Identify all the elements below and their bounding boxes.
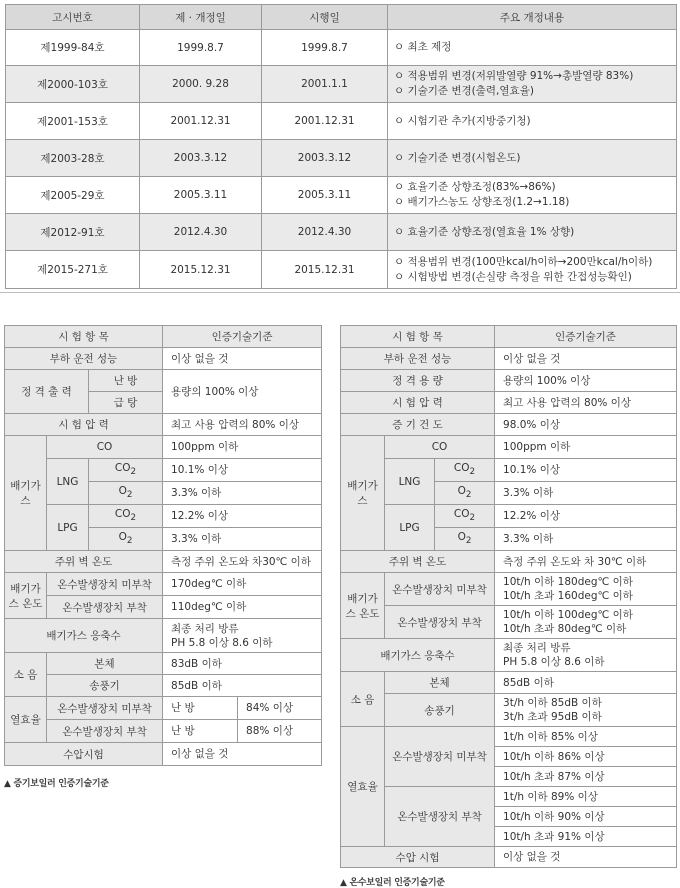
value-line: 최종 처리 방류 [503,642,571,654]
table-header-row [5,326,322,348]
change-content [388,66,677,103]
row-label: 시 험 압 력 [5,414,163,436]
row-label: 부하 운전 성능 [5,348,163,370]
effective-date: 1999.8.7 [262,30,388,66]
row-value: 최고 사용 압력의 80% 이상 [163,414,322,436]
row-value: 측정 주위 온도와 차 30℃ 이하 [495,551,677,573]
co2-label: CO [453,462,470,475]
row-value: 3.3% 이하 [163,482,322,505]
row-value: 10t/h 이하 90% 이상 [495,807,677,827]
table-row [5,720,322,743]
row-value: 이상 없을 것 [163,348,322,370]
effective-date: 2003.3.12 [262,140,388,177]
table-row [341,414,677,436]
subscript: 2 [469,467,476,478]
notice-no: 제2003-28호 [6,140,140,177]
notice-no: 제1999-84호 [6,30,140,66]
row-value: 측정 주위 온도와 차30℃ 이하 [163,551,322,573]
value-line: 최종 처리 방류 [171,622,239,635]
row-sublabel: LNG [385,459,435,505]
notice-no: 제2001-153호 [6,103,140,140]
change-line: ㅇ 기술기준 변경(시험온도) [394,151,521,164]
row-value: 10.1% 이상 [495,459,677,482]
row-sublabel [89,482,163,505]
table-row [341,639,677,672]
row-sublabel [435,505,495,528]
header-main-changes: 주요 개정내용 [388,5,677,30]
row-label: 소 음 [5,653,47,697]
table-row [5,414,322,436]
row-value: 170deg℃ 이하 [163,573,322,596]
caption-hotwater-boiler: ▲ 온수보일러 인증기술기준 [340,878,445,888]
table-row [6,214,677,251]
section-divider [0,292,680,293]
row-sublabel [435,482,495,505]
row-sublabel: 온수발생장치 미부착 [47,697,163,720]
row-value: 난 방 [163,720,238,743]
row-label: 수압시험 [5,743,163,766]
table-header-row [341,326,677,348]
row-value: 83dB 이하 [163,653,322,675]
row-value [495,606,677,639]
row-label: 배기가스 [5,436,47,551]
row-value: 이상 없을 것 [163,743,322,766]
change-line: ㅇ 최초 제정 [394,41,452,53]
row-sublabel [435,528,495,551]
row-label: 열효율 [5,697,47,743]
value-line: 10t/h 이하 100deg℃ 이하 [503,609,633,621]
table-row [5,348,322,370]
table-row [6,177,677,214]
revision-date: 1999.8.7 [140,30,262,66]
row-sublabel: 본체 [385,672,495,694]
subscript: 2 [126,536,133,547]
row-sublabel: CO [385,436,495,459]
row-label: 수압 시험 [341,847,495,868]
change-content [388,103,677,140]
co2-label: CO [114,508,131,521]
row-label: 열효율 [341,727,385,847]
row-sublabel [89,459,163,482]
o2-label: O [118,485,127,498]
row-value: 10t/h 이하 86% 이상 [495,747,677,767]
hotwater-boiler-standards-table [340,325,677,868]
row-label: 부하 운전 성능 [341,348,495,370]
table-row [341,370,677,392]
table-row [6,251,677,289]
table-row [341,694,677,727]
row-sublabel: LNG [47,459,89,505]
revision-date: 2000. 9.28 [140,66,262,103]
row-sublabel: 온수발생장치 부착 [47,596,163,619]
change-line: ㅇ 적용범위 변경(저위발열량 91%→총발열량 83%) [394,70,634,82]
row-sublabel: CO [47,436,163,459]
value-line: 3t/h 초과 95dB 이하 [503,711,602,723]
table-row [5,653,322,675]
row-value: 10t/h 초과 87% 이상 [495,767,677,787]
row-label: 소 음 [341,672,385,727]
revision-date: 2005.3.11 [140,177,262,214]
subscript: 2 [465,536,472,547]
row-value [495,639,677,672]
row-value: 3.3% 이하 [495,528,677,551]
row-value: 88% 이상 [238,720,322,743]
row-value: 1t/h 이하 85% 이상 [495,727,677,747]
table-row [5,697,322,720]
change-line: ㅇ 시험방법 변경(손실량 측정을 위한 간접성능확인) [394,270,632,283]
row-value: 최고 사용 압력의 80% 이상 [495,392,677,414]
row-label: 시 험 압 력 [341,392,495,414]
change-content [388,177,677,214]
change-line: ㅇ 배기가스농도 상향조정(1.2→1.18) [394,196,570,208]
row-label: 정 격 용 량 [341,370,495,392]
row-value: 85dB 이하 [495,672,677,694]
table-row [5,743,322,766]
table-row [341,436,677,459]
change-content [388,30,677,66]
effective-date: 2001.1.1 [262,66,388,103]
row-label: 증 기 건 도 [341,414,495,436]
row-sublabel: 온수발생장치 부착 [385,606,495,639]
table-row [341,573,677,606]
table-row [5,370,322,392]
change-line: ㅇ 효율기준 상향조정(83%→86%) [394,181,556,193]
row-value: 용량의 100% 이상 [495,370,677,392]
row-value: 3.3% 이하 [163,528,322,551]
row-value: 3.3% 이하 [495,482,677,505]
table-row [341,551,677,573]
change-content [388,140,677,177]
subscript: 2 [130,467,137,478]
change-line: ㅇ 기술기준 변경(출력,열효율) [394,85,534,97]
value-line: 10t/h 초과 160deg℃ 이하 [503,590,633,602]
header-notice-no: 고시번호 [6,5,140,30]
row-value: 이상 없을 것 [495,847,677,868]
table-row [6,66,677,103]
row-value: 난 방 [163,697,238,720]
row-sublabel [435,459,495,482]
value-line: PH 5.8 이상 8.6 이하 [503,656,605,668]
change-content [388,214,677,251]
row-label: 정 격 출 력 [5,370,89,414]
header-revision-date: 제 · 개정일 [140,5,262,30]
row-sublabel: 온수발생장치 미부착 [385,727,495,787]
row-sublabel: LPG [47,505,89,551]
row-label: 배기가스 온도 [5,573,47,619]
effective-date: 2001.12.31 [262,103,388,140]
change-line: ㅇ 효율기준 상향조정(열효율 1% 상향) [394,225,575,238]
table-row [341,348,677,370]
row-sublabel: 온수발생장치 부착 [47,720,163,743]
notice-no: 제2005-29호 [6,177,140,214]
header-test-item: 시 험 항 목 [341,326,495,348]
row-value: 100ppm 이하 [163,436,322,459]
row-sublabel: 송풍기 [47,675,163,697]
table-row [5,505,322,528]
o2-label: O [118,531,127,544]
row-value: 12.2% 이상 [163,505,322,528]
revision-history-table [5,4,677,289]
table-row [6,30,677,66]
row-sublabel [89,528,163,551]
row-value [495,573,677,606]
row-value: 12.2% 이상 [495,505,677,528]
notice-no: 제2000-103호 [6,66,140,103]
effective-date: 2012.4.30 [262,214,388,251]
header-effective-date: 시행일 [262,5,388,30]
table-row [341,392,677,414]
value-line: PH 5.8 이상 8.6 이하 [171,636,273,649]
effective-date: 2005.3.11 [262,177,388,214]
row-sublabel: 급 탕 [89,392,163,414]
table-row [5,596,322,619]
o2-label: O [457,531,466,544]
subscript: 2 [126,490,133,501]
table-row [341,727,677,747]
row-value: 110deg℃ 이하 [163,596,322,619]
row-sublabel: 본체 [47,653,163,675]
co2-label: CO [453,508,470,521]
table-row [5,675,322,697]
row-value: 용량의 100% 이상 [163,370,322,414]
header-test-item: 시 험 항 목 [5,326,163,348]
table-row [341,847,677,868]
row-sublabel: 온수발생장치 미부착 [385,573,495,606]
value-line: 10t/h 초과 80deg℃ 이하 [503,623,627,635]
change-line: ㅇ 적용범위 변경(100만kcal/h이하→200만kcal/h이하) [394,255,653,268]
table-row [341,787,677,807]
row-value: 85dB 이하 [163,675,322,697]
row-label: 배기가스 온도 [341,573,385,639]
revision-date: 2012.4.30 [140,214,262,251]
row-label: 주위 벽 온도 [5,551,163,573]
subscript: 2 [130,513,137,524]
table-row [5,436,322,459]
row-sublabel: 온수발생장치 미부착 [47,573,163,596]
effective-date: 2015.12.31 [262,251,388,289]
row-value: 100ppm 이하 [495,436,677,459]
revision-date: 2015.12.31 [140,251,262,289]
row-value: 10t/h 초과 91% 이상 [495,827,677,847]
table-row [341,505,677,528]
change-line: ㅇ 시험기관 추가(지방중기청) [394,114,531,127]
table-header-row [6,5,677,30]
header-cert-standard: 인증기술기준 [495,326,677,348]
row-label: 주위 벽 온도 [341,551,495,573]
o2-label: O [457,485,466,498]
table-row [341,672,677,694]
table-row [5,459,322,482]
notice-no: 제2015-271호 [6,251,140,289]
subscript: 2 [465,490,472,501]
row-label: 배기가스 [341,436,385,551]
row-sublabel: 온수발생장치 부착 [385,787,495,847]
table-row [5,551,322,573]
value-line: 10t/h 이하 180deg℃ 이하 [503,576,633,588]
revision-date: 2001.12.31 [140,103,262,140]
caption-steam-boiler: ▲ 증기보일러 인증기술기준 [4,779,109,789]
table-row [5,573,322,596]
header-cert-standard: 인증기술기준 [163,326,322,348]
row-value: 98.0% 이상 [495,414,677,436]
row-sublabel: 난 방 [89,370,163,392]
table-row [5,619,322,653]
row-label: 배기가스 응축수 [341,639,495,672]
revision-date: 2003.3.12 [140,140,262,177]
steam-boiler-standards-table [4,325,322,766]
table-row [6,103,677,140]
row-value [495,694,677,727]
value-line: 3t/h 이하 85dB 이하 [503,697,602,709]
row-sublabel [89,505,163,528]
table-row [341,606,677,639]
table-row [341,459,677,482]
row-value: 10.1% 이상 [163,459,322,482]
change-content [388,251,677,289]
row-value: 1t/h 이하 89% 이상 [495,787,677,807]
row-value [163,619,322,653]
row-sublabel: 송풍기 [385,694,495,727]
row-value: 이상 없을 것 [495,348,677,370]
co2-label: CO [114,462,131,475]
subscript: 2 [469,513,476,524]
notice-no: 제2012-91호 [6,214,140,251]
row-label: 배기가스 응축수 [5,619,163,653]
row-value: 84% 이상 [238,697,322,720]
row-sublabel: LPG [385,505,435,551]
table-row [6,140,677,177]
